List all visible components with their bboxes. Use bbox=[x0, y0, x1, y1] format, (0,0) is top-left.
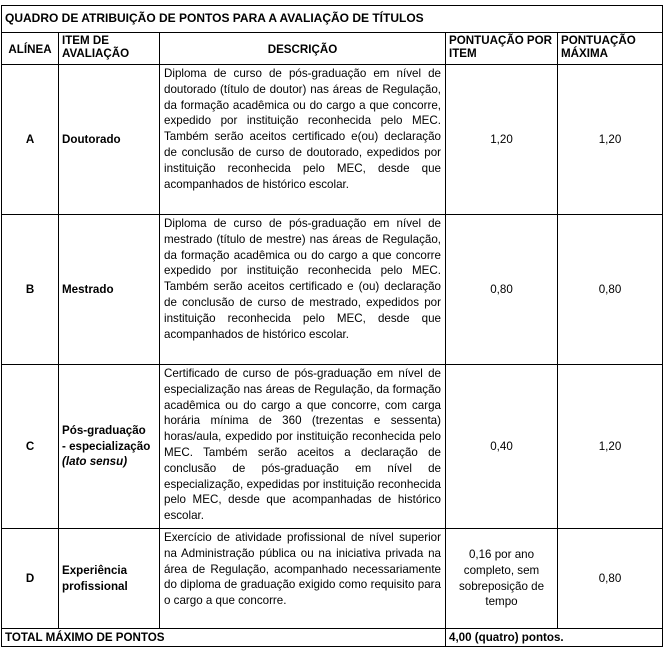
header-pontuacao-max-line2: MÁXIMA bbox=[561, 47, 609, 60]
header-item-line2: AVALIAÇÃO bbox=[62, 47, 130, 60]
total-row bbox=[2, 629, 663, 647]
row-alinea: A bbox=[2, 65, 59, 215]
row-item-line1: Pós-graduação bbox=[62, 423, 146, 437]
row-pontuacao-item: 0,80 bbox=[446, 215, 558, 365]
header-item bbox=[59, 33, 160, 65]
header-item-line1: ITEM DE bbox=[62, 34, 110, 47]
header-pontuacao-item-line1: PONTUAÇÃO POR bbox=[449, 34, 553, 47]
row-pontuacao-max: 1,20 bbox=[558, 365, 663, 529]
row-pontuacao-item: 0,16 por ano completo, sem sobreposição de tempo bbox=[446, 529, 558, 629]
header-pontuacao-max-line1: PONTUAÇÃO bbox=[561, 34, 636, 47]
row-item bbox=[59, 529, 160, 629]
row-pontuacao-item: 1,20 bbox=[446, 65, 558, 215]
table-row bbox=[2, 215, 663, 365]
row-descricao: Diploma de curso de pós-graduação em nível de doutorado (título de doutor) nas áreas de Regulação, da formação acadêmica ou do cargo a que concorre, expedido por instituição reconhecida pelo MEC. Também serão aceitos certificado e(ou) declaração de conclusão de curso de doutorado, expedidos por instituição reconhecida pelo MEC, desde que acompanhados de histórico escolar. bbox=[160, 65, 446, 215]
total-label: TOTAL MÁXIMO DE PONTOS bbox=[2, 629, 446, 647]
row-item-line3: (lato sensu) bbox=[62, 455, 128, 469]
header-alinea: ALÍNEA bbox=[2, 33, 59, 65]
row-descricao: Certificado de curso de pós-graduação em nível de especialização nas áreas de Regulação, da formação acadêmica ou do cargo a que concorre, com carga horária mínima de 360 (trezentas e sessenta) horas/aula, expedido por instituição reconhecida pelo MEC. Também serão aceitos a declaração de conclusão de pós-graduação em nível de especialização, expedidas por instituição reconhecida pelo MEC, desde que acompanhadas de histórico escolar. bbox=[160, 365, 446, 529]
row-item-line1: Experiência bbox=[62, 563, 128, 577]
table-row bbox=[2, 365, 663, 529]
row-pontuacao-max: 1,20 bbox=[558, 65, 663, 215]
row-alinea: D bbox=[2, 529, 59, 629]
table-title-row bbox=[2, 6, 663, 33]
row-item: Mestrado bbox=[59, 215, 160, 365]
header-pontuacao-item-line2: ITEM bbox=[449, 47, 477, 60]
header-descricao: DESCRIÇÃO bbox=[160, 33, 446, 65]
row-descricao: Diploma de curso de pós-graduação em nível de mestrado (título de mestre) nas áreas de Regulação, da formação acadêmica ou do cargo a que concorre expedido por instituição reconhecida pelo MEC. Também serão aceitos certificado e (ou) declaração de conclusão de curso de mestrado, expedidos por instituição reconhecida pelo MEC, desde que acompanhados de histórico escolar. bbox=[160, 215, 446, 365]
row-item bbox=[59, 365, 160, 529]
header-pontuacao-max bbox=[558, 33, 663, 65]
row-pontuacao-max: 0,80 bbox=[558, 529, 663, 629]
row-descricao: Exercício de atividade profissional de nível superior na Administração pública ou na iniciativa privada na área de Regulação, acompanhado necessariamente do diploma de graduação exigido como requisito para o cargo a que concorre. bbox=[160, 529, 446, 629]
row-item-line2: - especialização bbox=[62, 439, 151, 453]
row-pontuacao-max: 0,80 bbox=[558, 215, 663, 365]
row-alinea: B bbox=[2, 215, 59, 365]
row-pontuacao-item: 0,40 bbox=[446, 365, 558, 529]
table-title: QUADRO DE ATRIBUIÇÃO DE PONTOS PARA A AVALIAÇÃO DE TÍTULOS bbox=[2, 6, 663, 33]
row-item-line2: profissional bbox=[62, 579, 128, 593]
row-item: Doutorado bbox=[59, 65, 160, 215]
row-alinea: C bbox=[2, 365, 59, 529]
table-row bbox=[2, 65, 663, 215]
total-value: 4,00 (quatro) pontos. bbox=[446, 629, 663, 647]
header-row bbox=[2, 33, 663, 65]
table-row bbox=[2, 529, 663, 629]
evaluation-table bbox=[1, 5, 663, 647]
header-pontuacao-item bbox=[446, 33, 558, 65]
